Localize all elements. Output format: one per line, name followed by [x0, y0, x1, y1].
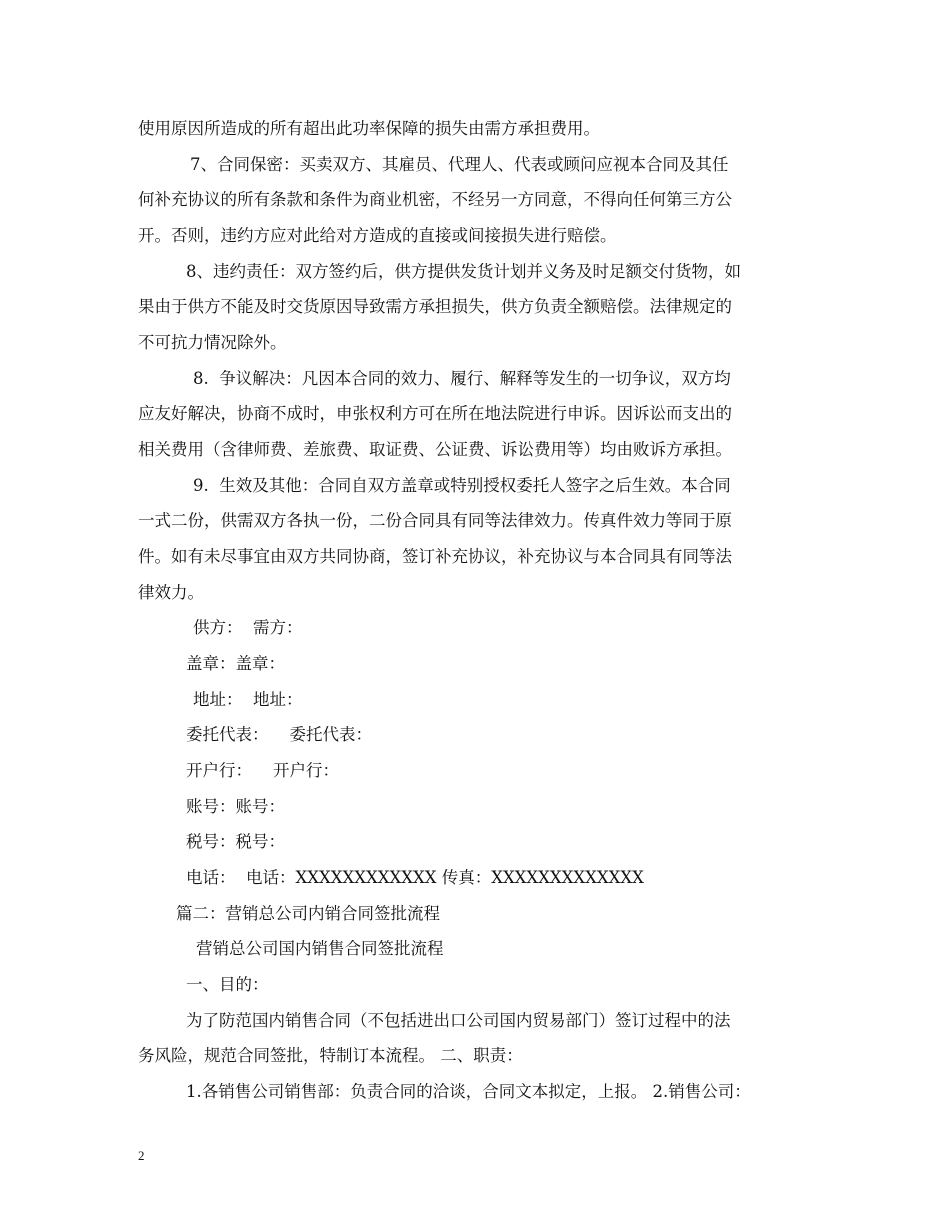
signature-line-account: 账号：账号：	[186, 797, 285, 816]
signature-line-bank: 开户行： 开户行：	[186, 761, 339, 780]
text-line: 不可抗力情况除外。	[138, 333, 287, 352]
text-line: 8、违约责任：双方签约后，供方提供发货计划并义务及时足额交付货物，如	[186, 262, 741, 281]
text-line: 何补充协议的所有条款和条件为商业机密，不经另一方同意，不得向任何第三方公	[138, 190, 732, 209]
text-line: 相关费用（含律师费、差旅费、取证费、公证费、诉讼费用等）均由败诉方承担。	[138, 440, 732, 459]
text-line: 使用原因所造成的所有超出此功率保障的损失由需方承担费用。	[138, 119, 600, 138]
signature-line-representative: 委托代表： 委托代表：	[186, 725, 372, 744]
text-line: 律效力。	[138, 583, 204, 602]
signature-line-phone: 电话： 电话：XXXXXXXXXXXX 传真：XXXXXXXXXXXXX	[186, 868, 644, 887]
signature-line-tax: 税号：税号：	[186, 832, 285, 851]
page-number: 2	[138, 1148, 145, 1163]
signature-line-supplier: 供方： 需方：	[193, 618, 303, 637]
text-line: 一式二份，供需双方各执一份，二份合同具有同等法律效力。传真件效力等同于原	[138, 511, 732, 530]
text-line: 应友好解决，协商不成时，申张权利方可在所在地法院进行申诉。因诉讼而支出的	[138, 404, 732, 423]
text-line: 开。否则，违约方应对此给对方造成的直接或间接损失进行赔偿。	[138, 226, 617, 245]
text-line: 9. 生效及其他：合同自双方盖章或特别授权委托人签字之后生效。本合同	[193, 476, 731, 495]
signature-line-seal: 盖章：盖章：	[186, 654, 285, 673]
section-heading: 篇二：营销总公司内销合同签批流程	[176, 904, 440, 923]
text-line: 为了防范国内销售合同（不包括进出口公司国内贸易部门）签订过程中的法	[186, 1011, 731, 1030]
text-line: 1.各销售公司销售部：负责合同的洽谈，合同文本拟定，上报。 2.销售公司：	[186, 1082, 751, 1101]
signature-line-address: 地址： 地址：	[193, 690, 303, 709]
text-line: 务风险，规范合同签批，特制订本流程。 二、职责：	[138, 1046, 523, 1065]
text-line: 件。如有未尽事宜由双方共同协商，签订补充协议，补充协议与本合同具有同等法	[138, 547, 732, 566]
text-line: 8. 争议解决：凡因本合同的效力、履行、解释等发生的一切争议，双方均	[193, 369, 731, 388]
subheading-purpose: 一、目的：	[186, 975, 269, 994]
text-line: 7、合同保密：买卖双方、其雇员、代理人、代表或顾问应视本合同及其任	[190, 155, 729, 174]
section-title: 营销总公司国内销售合同签批流程	[196, 939, 444, 958]
text-line: 果由于供方不能及时交货原因导致需方承担损失，供方负责全额赔偿。法律规定的	[138, 297, 732, 316]
